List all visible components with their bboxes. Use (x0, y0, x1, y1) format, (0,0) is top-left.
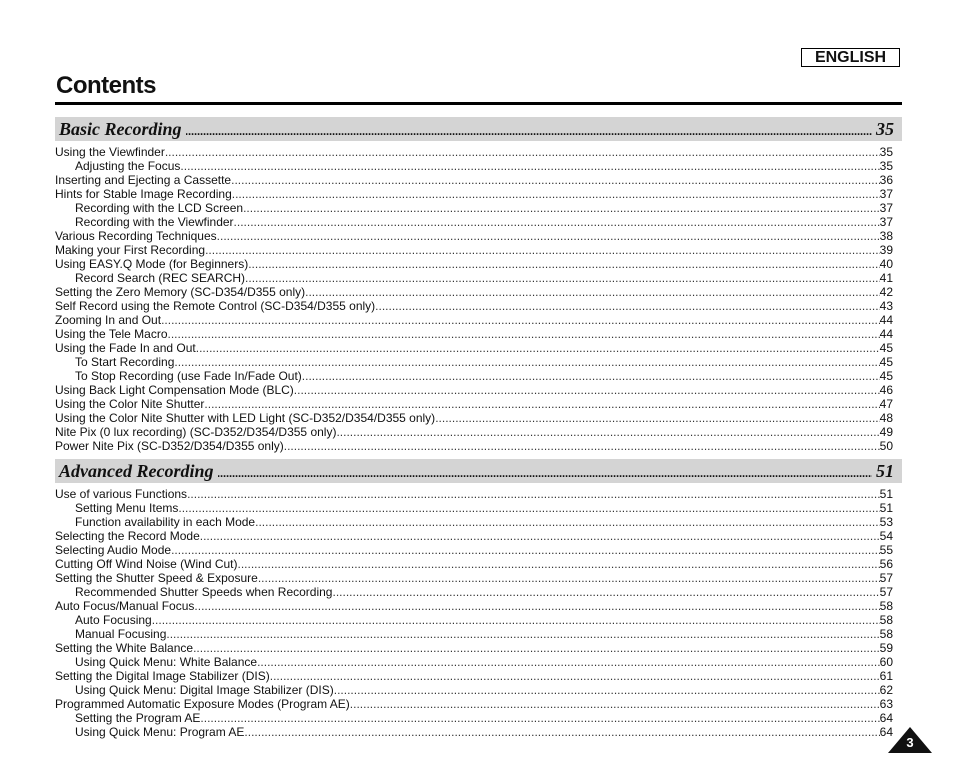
entry-page-number: 50 (879, 439, 893, 453)
toc-entry[interactable] (55, 411, 893, 425)
toc-entry[interactable] (55, 543, 893, 557)
leader-dots (435, 411, 879, 425)
leader-dots (187, 487, 880, 501)
toc-entry[interactable] (55, 327, 893, 341)
entry-page-number: 49 (879, 425, 893, 439)
entry-page-number: 37 (879, 187, 893, 201)
leader-dots (305, 285, 880, 299)
toc-entry[interactable] (55, 487, 893, 501)
entry-page-number: 42 (879, 285, 893, 299)
leader-dots (248, 257, 879, 271)
leader-dots (194, 599, 879, 613)
leader-dots (171, 543, 880, 557)
entry-page-number: 64 (879, 725, 893, 739)
leader-dots (231, 173, 880, 187)
entry-label: Auto Focusing (75, 613, 152, 627)
entry-label: Various Recording Techniques (55, 229, 217, 243)
entry-label: Nite Pix (0 lux recording) (SC-D352/D354/D355 only) (55, 425, 337, 439)
entry-page-number: 37 (879, 201, 893, 215)
leader-dots (245, 271, 880, 285)
entry-page-number: 35 (879, 145, 893, 159)
entry-page-number: 47 (879, 397, 893, 411)
entry-page-number: 58 (879, 627, 893, 641)
entry-page-number: 51 (879, 487, 893, 501)
toc-entry[interactable] (55, 669, 893, 683)
leader-dots (168, 327, 880, 341)
entry-page-number: 36 (879, 173, 893, 187)
entry-page-number: 57 (879, 585, 893, 599)
entry-page-number: 59 (879, 641, 893, 655)
page-title: Contents (56, 72, 156, 99)
leader-dots (255, 515, 880, 529)
toc-subentry[interactable] (55, 711, 893, 725)
entry-label: Cutting Off Wind Noise (Wind Cut) (55, 557, 238, 571)
entry-page-number: 63 (879, 697, 893, 711)
section-title: Basic Recording (59, 119, 182, 139)
leader-dots (336, 425, 879, 439)
toc-subentry[interactable] (55, 683, 893, 697)
entry-page-number: 51 (879, 501, 893, 515)
leader-dots (200, 711, 879, 725)
toc-subentry[interactable] (55, 159, 893, 173)
entry-page-number: 55 (879, 543, 893, 557)
toc-entry[interactable] (55, 257, 893, 271)
toc-entry[interactable] (55, 697, 893, 711)
entry-page-number: 43 (879, 299, 893, 313)
entry-label: Programmed Automatic Exposure Modes (Program AE) (55, 697, 350, 711)
leader-dots (217, 229, 880, 243)
toc-entry[interactable] (55, 145, 893, 159)
entry-label: Power Nite Pix (SC-D352/D354/D355 only) (55, 439, 284, 453)
leader-dots (196, 341, 880, 355)
entry-label: Use of various Functions (55, 487, 188, 501)
toc-entry-list (55, 145, 893, 453)
entry-label: Inserting and Ejecting a Cassette (55, 173, 232, 187)
leader-dots (294, 383, 880, 397)
entry-label: Recommended Shutter Speeds when Recording (75, 585, 333, 599)
entry-page-number: 58 (879, 599, 893, 613)
toc-entry[interactable] (55, 341, 893, 355)
leader-dots (204, 397, 879, 411)
entry-label: Using the Tele Macro (55, 327, 168, 341)
toc-entry[interactable] (55, 187, 893, 201)
toc-entry[interactable] (55, 383, 893, 397)
entry-label: Adjusting the Focus (75, 159, 181, 173)
entry-label: Selecting the Record Mode (55, 529, 200, 543)
section-header[interactable] (55, 459, 902, 483)
leader-dots (244, 725, 879, 739)
leader-dots (161, 313, 880, 327)
entry-label: Setting the Digital Image Stabilizer (DIS) (55, 669, 270, 683)
entry-page-number: 54 (879, 529, 893, 543)
leader-dots (238, 557, 880, 571)
entry-label: Zooming In and Out (55, 313, 162, 327)
title-divider (55, 102, 902, 105)
entry-label: Using Back Light Compensation Mode (BLC) (55, 383, 294, 397)
entry-page-number: 45 (879, 355, 893, 369)
section-page-number: 35 (876, 119, 894, 139)
toc-subentry[interactable] (55, 515, 893, 529)
leader-dots (350, 697, 880, 711)
entry-page-number: 38 (879, 229, 893, 243)
entry-page-number: 61 (879, 669, 893, 683)
leader-dots (232, 187, 880, 201)
entry-label: Setting Menu Items (75, 501, 179, 515)
toc-entry[interactable] (55, 599, 893, 613)
entry-label: Setting the Shutter Speed & Exposure (55, 571, 258, 585)
leader-dots (152, 613, 880, 627)
table-of-contents (55, 117, 893, 739)
leader-dots (375, 299, 879, 313)
toc-subentry[interactable] (55, 271, 893, 285)
entry-label: Setting the Program AE (75, 711, 201, 725)
entry-label: Hints for Stable Image Recording (55, 187, 232, 201)
toc-entry[interactable] (55, 425, 893, 439)
entry-label: Using the Color Nite Shutter with LED Light (SC-D352/D354/D355 only) (55, 411, 436, 425)
entry-label: Using the Color Nite Shutter (55, 397, 205, 411)
leader-dots (180, 159, 879, 173)
toc-entry[interactable] (55, 229, 893, 243)
entry-page-number: 58 (879, 613, 893, 627)
section-leader-dots (186, 119, 872, 141)
entry-page-number: 41 (879, 271, 893, 285)
toc-entry-list (55, 487, 893, 739)
entry-page-number: 45 (879, 369, 893, 383)
toc-entry[interactable] (55, 529, 893, 543)
page-number-badge (888, 727, 932, 753)
leader-dots (178, 501, 879, 515)
leader-dots (200, 529, 880, 543)
entry-label: Selecting Audio Mode (55, 543, 172, 557)
toc-subentry[interactable] (55, 355, 893, 369)
toc-entry[interactable] (55, 299, 893, 313)
entry-label: Using the Fade In and Out (55, 341, 196, 355)
entry-page-number: 45 (879, 341, 893, 355)
toc-entry[interactable] (55, 557, 893, 571)
toc-entry[interactable] (55, 313, 893, 327)
entry-label: Setting the Zero Memory (SC-D354/D355 only) (55, 285, 306, 299)
entry-page-number: 56 (879, 557, 893, 571)
section-page-number: 51 (876, 461, 894, 481)
entry-label: Recording with the LCD Screen (75, 201, 244, 215)
entry-page-number: 40 (879, 257, 893, 271)
entry-label: Recording with the Viewfinder (75, 215, 234, 229)
toc-subentry[interactable] (55, 627, 893, 641)
entry-label: Setting the White Balance (55, 641, 194, 655)
entry-label: Record Search (REC SEARCH) (75, 271, 246, 285)
entry-label: Using EASY.Q Mode (for Beginners) (55, 257, 249, 271)
leader-dots (166, 627, 879, 641)
toc-subentry[interactable] (55, 613, 893, 627)
entry-label: Manual Focusing (75, 627, 167, 641)
entry-page-number: 46 (879, 383, 893, 397)
entry-label: Using Quick Menu: Digital Image Stabilizer (DIS) (75, 683, 334, 697)
entry-page-number: 64 (879, 711, 893, 725)
page-number: 3 (906, 735, 914, 750)
leader-dots (205, 243, 880, 257)
entry-page-number: 35 (879, 159, 893, 173)
toc-subentry[interactable] (55, 201, 893, 215)
entry-label: To Stop Recording (use Fade In/Fade Out) (75, 369, 302, 383)
section-title: Advanced Recording (59, 461, 214, 481)
entry-page-number: 44 (879, 313, 893, 327)
toc-entry[interactable] (55, 243, 893, 257)
toc-subentry[interactable] (55, 585, 893, 599)
toc-entry[interactable] (55, 439, 893, 453)
leader-dots (270, 669, 880, 683)
leader-dots (234, 215, 880, 229)
entry-page-number: 60 (879, 655, 893, 669)
entry-page-number: 37 (879, 215, 893, 229)
entry-page-number: 62 (879, 683, 893, 697)
section-leader-dots (218, 461, 873, 483)
leader-dots (174, 355, 879, 369)
entry-label: Function availability in each Mode (75, 515, 256, 529)
leader-dots (332, 585, 879, 599)
entry-page-number: 44 (879, 327, 893, 341)
entry-label: Using the Viewfinder (55, 145, 165, 159)
leader-dots (334, 683, 880, 697)
entry-page-number: 57 (879, 571, 893, 585)
entry-label: Making your First Recording (55, 243, 206, 257)
leader-dots (258, 571, 880, 585)
toc-subentry[interactable] (55, 215, 893, 229)
entry-page-number: 39 (879, 243, 893, 257)
toc-entry[interactable] (55, 173, 893, 187)
leader-dots (243, 201, 880, 215)
entry-label: Self Record using the Remote Control (SC-D354/D355 only) (55, 299, 376, 313)
toc-subentry[interactable] (55, 655, 893, 669)
entry-label: Auto Focus/Manual Focus (55, 599, 195, 613)
entry-label: To Start Recording (75, 355, 175, 369)
leader-dots (193, 641, 880, 655)
leader-dots (165, 145, 880, 159)
entry-label: Using Quick Menu: Program AE (75, 725, 245, 739)
toc-subentry[interactable] (55, 725, 893, 739)
language-badge: ENGLISH (801, 48, 900, 67)
toc-subentry[interactable] (55, 501, 893, 515)
toc-entry[interactable] (55, 641, 893, 655)
section-header[interactable] (55, 117, 902, 141)
entry-label: Using Quick Menu: White Balance (75, 655, 258, 669)
leader-dots (284, 439, 880, 453)
toc-entry[interactable] (55, 285, 893, 299)
entry-page-number: 48 (879, 411, 893, 425)
leader-dots (302, 369, 880, 383)
toc-subentry[interactable] (55, 369, 893, 383)
toc-entry[interactable] (55, 397, 893, 411)
entry-page-number: 53 (879, 515, 893, 529)
leader-dots (257, 655, 880, 669)
toc-entry[interactable] (55, 571, 893, 585)
